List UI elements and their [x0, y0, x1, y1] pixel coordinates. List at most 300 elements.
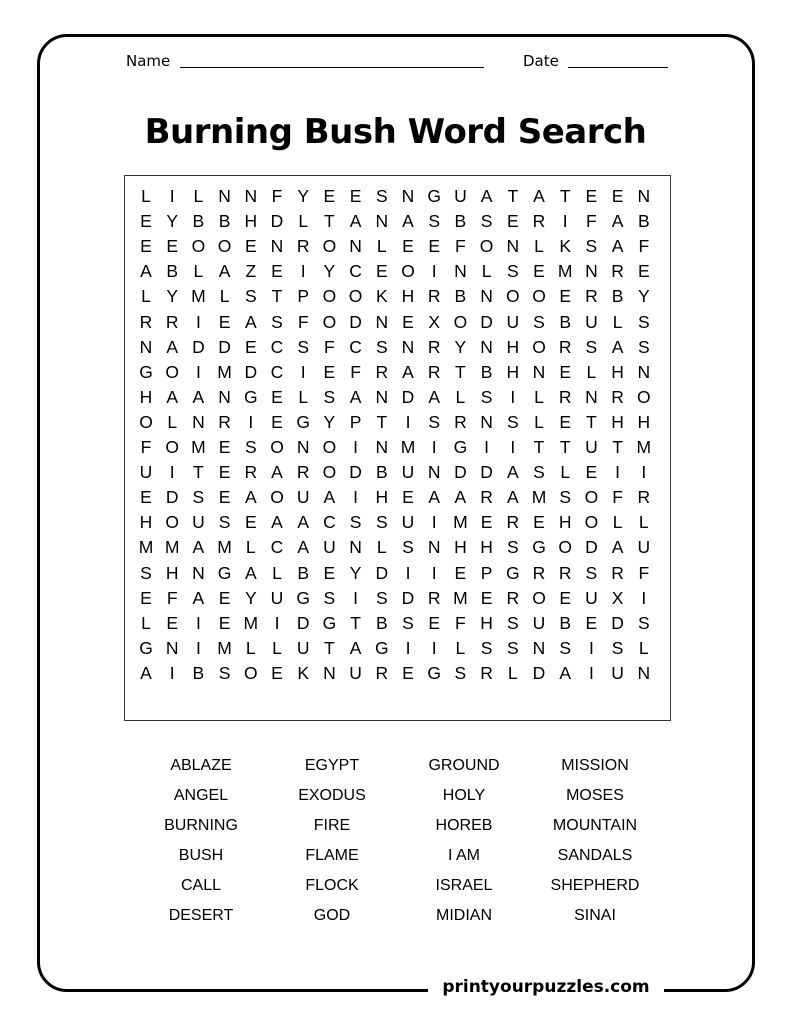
- grid-cell: I: [431, 437, 437, 457]
- grid-cell: E: [402, 662, 414, 683]
- grid-cell: G: [217, 562, 232, 583]
- grid-cell: T: [533, 437, 545, 457]
- grid-cell: N: [323, 662, 336, 683]
- grid-cell: R: [558, 386, 572, 407]
- grid-cell: I: [248, 411, 254, 432]
- word-item: SHEPHERD: [550, 877, 640, 894]
- grid-cell: R: [585, 286, 598, 307]
- grid-cell: H: [401, 286, 415, 307]
- grid-cell: I: [431, 562, 437, 583]
- grid-cell: T: [324, 637, 335, 658]
- grid-cell: E: [375, 261, 388, 282]
- grid-cell: N: [401, 186, 415, 206]
- grid-cell: A: [349, 637, 362, 658]
- word-item: I AM: [447, 847, 480, 864]
- grid-cell: S: [506, 411, 519, 432]
- grid-cell: R: [611, 261, 624, 282]
- grid-cell: U: [270, 587, 284, 608]
- grid-cell: N: [218, 386, 231, 407]
- grid-cell: P: [349, 411, 362, 432]
- grid-cell: H: [480, 612, 493, 633]
- grid-cell: D: [296, 612, 310, 633]
- grid-cell: O: [322, 311, 337, 332]
- name-line: [180, 67, 484, 68]
- grid-cell: N: [480, 411, 493, 432]
- grid-cell: B: [611, 286, 624, 307]
- grid-cell: H: [611, 361, 624, 382]
- grid-cell: S: [506, 261, 519, 282]
- grid-cell: L: [141, 286, 151, 307]
- grid-cell: O: [558, 537, 572, 558]
- word-item: MOSES: [566, 787, 624, 804]
- grid-cell: D: [349, 462, 362, 483]
- grid-cell: I: [588, 637, 594, 658]
- word-column: [525, 756, 665, 936]
- grid-cell: S: [375, 512, 388, 533]
- grid-cell: R: [427, 587, 441, 608]
- grid-cell: F: [350, 361, 361, 382]
- grid-cell: L: [376, 236, 387, 257]
- grid-cell: E: [323, 361, 336, 382]
- grid-cell: E: [218, 462, 231, 483]
- grid-cell: S: [402, 537, 414, 558]
- grid-cell: R: [480, 487, 493, 508]
- grid-cell: N: [349, 236, 362, 257]
- grid-cell: E: [140, 487, 152, 508]
- grid-cell: I: [353, 487, 359, 508]
- grid-cell: E: [271, 386, 283, 407]
- grid-cell: N: [270, 236, 284, 257]
- word-item: FLAME: [305, 847, 359, 864]
- grid-cell: F: [140, 437, 152, 457]
- grid-cell: H: [139, 386, 153, 407]
- grid-cell: Y: [454, 336, 467, 357]
- grid-cell: S: [480, 386, 493, 407]
- grid-cell: A: [244, 311, 257, 332]
- grid-cell: O: [322, 236, 337, 257]
- grid-cell: N: [401, 336, 415, 357]
- grid-cell: A: [271, 462, 283, 483]
- grid-cell: N: [375, 437, 389, 457]
- grid-cell: G: [322, 612, 337, 633]
- grid-cell: O: [322, 462, 337, 483]
- grid-cell: L: [272, 637, 282, 658]
- grid-cell: R: [506, 587, 520, 608]
- grid-cell: L: [534, 386, 544, 407]
- grid-cell: O: [217, 236, 232, 257]
- grid-cell: N: [375, 311, 389, 332]
- word-item: ABLAZE: [170, 757, 232, 774]
- grid-cell: E: [140, 236, 152, 257]
- grid-cell: H: [506, 361, 520, 382]
- grid-cell: R: [165, 311, 179, 332]
- grid-cell: G: [453, 437, 468, 457]
- grid-cell: D: [165, 487, 179, 508]
- grid-cell: A: [349, 386, 362, 407]
- grid-cell: G: [427, 186, 441, 206]
- grid-cell: L: [638, 512, 649, 533]
- word-item: EGYPT: [304, 757, 360, 774]
- grid-cell: U: [139, 462, 153, 483]
- grid-cell: S: [375, 336, 388, 357]
- grid-cell: D: [585, 537, 598, 558]
- grid-cell: G: [296, 587, 310, 608]
- grid-cell: M: [191, 286, 206, 307]
- grid-cell: M: [217, 361, 232, 382]
- grid-cell: M: [557, 261, 573, 282]
- grid-cell: L: [245, 637, 256, 658]
- grid-cell: S: [375, 186, 388, 206]
- grid-cell: U: [323, 537, 336, 558]
- grid-cell: X: [428, 311, 441, 332]
- grid-cell: L: [534, 236, 544, 257]
- grid-cell: I: [405, 411, 411, 432]
- grid-cell: R: [454, 411, 467, 432]
- grid-cell: I: [195, 612, 201, 633]
- grid-cell: H: [480, 537, 493, 558]
- grid-cell: C: [349, 261, 362, 282]
- grid-cell: E: [402, 487, 414, 508]
- grid-cell: O: [270, 487, 284, 508]
- word-column: [131, 756, 271, 936]
- grid-cell: C: [349, 336, 362, 357]
- grid-cell: R: [532, 211, 546, 232]
- grid-cell: A: [533, 186, 545, 206]
- grid-cell: U: [532, 612, 546, 633]
- grid-cell: A: [244, 487, 257, 508]
- grid-cell: O: [532, 336, 546, 357]
- grid-cell: N: [427, 462, 441, 483]
- grid-cell: E: [559, 411, 572, 432]
- grid-cell: A: [140, 662, 152, 683]
- grid-cell: S: [323, 587, 336, 608]
- footer-site: printyourpuzzles.com: [428, 976, 664, 998]
- grid-cell: T: [612, 437, 623, 457]
- grid-cell: E: [323, 186, 336, 206]
- word-item: EXODUS: [298, 787, 366, 804]
- grid-cell: R: [611, 386, 624, 407]
- grid-cell: N: [296, 437, 310, 457]
- grid-cell: I: [195, 361, 201, 382]
- grid-cell: N: [375, 386, 389, 407]
- grid-cell: O: [191, 236, 206, 257]
- grid-cell: K: [559, 236, 572, 257]
- grid-cell: L: [272, 562, 282, 583]
- grid-cell: E: [244, 236, 257, 257]
- grid-cell: I: [274, 612, 280, 633]
- grid-cell: S: [192, 487, 205, 508]
- grid-cell: G: [139, 637, 153, 658]
- grid-cell: E: [349, 186, 362, 206]
- grid-cell: N: [349, 537, 362, 558]
- grid-cell: O: [479, 236, 494, 257]
- grid-cell: D: [401, 386, 415, 407]
- grid-cell: D: [611, 612, 624, 633]
- grid-cell: I: [405, 637, 411, 658]
- grid-cell: U: [585, 587, 598, 608]
- grid-cell: E: [611, 186, 624, 206]
- grid-cell: S: [637, 311, 650, 332]
- date-line: [568, 67, 668, 68]
- grid-cell: S: [140, 562, 152, 583]
- grid-cell: A: [297, 512, 310, 533]
- grid-cell: S: [506, 537, 519, 558]
- grid-cell: S: [244, 437, 257, 457]
- grid-cell: T: [271, 286, 283, 307]
- grid-cell: L: [141, 612, 151, 633]
- grid-cell: D: [375, 562, 389, 583]
- word-item: MIDIAN: [436, 907, 492, 924]
- grid-cell: I: [353, 437, 359, 457]
- grid-cell: P: [297, 286, 310, 307]
- grid-cell: A: [349, 211, 362, 232]
- grid-cell: K: [375, 286, 388, 307]
- word-item: MISSION: [561, 757, 629, 774]
- grid-cell: I: [353, 587, 359, 608]
- grid-cell: E: [533, 261, 545, 282]
- grid-cell: R: [427, 336, 441, 357]
- grid-cell: L: [638, 637, 649, 658]
- grid-cell: H: [375, 487, 389, 508]
- grid-cell: A: [611, 336, 624, 357]
- grid-cell: A: [297, 537, 310, 558]
- grid-cell: E: [585, 186, 598, 206]
- grid-cell: S: [506, 612, 519, 633]
- grid-cell: I: [431, 637, 437, 658]
- grid-cell: B: [297, 562, 310, 583]
- page-title: Burning Bush Word Search: [144, 112, 647, 152]
- grid-cell: C: [270, 537, 284, 558]
- grid-cell: L: [298, 386, 309, 407]
- grid-cell: R: [296, 462, 310, 483]
- grid-cell: O: [584, 512, 599, 533]
- grid-cell: D: [480, 311, 493, 332]
- grid-cell: G: [505, 562, 520, 583]
- grid-cell: L: [560, 462, 571, 483]
- grid-cell: I: [169, 186, 175, 206]
- grid-cell: A: [428, 386, 441, 407]
- grid-cell: N: [375, 211, 389, 232]
- grid-cell: M: [400, 437, 416, 457]
- grid-cell: M: [453, 587, 468, 608]
- grid-cell: B: [166, 261, 179, 282]
- grid-cell: N: [637, 662, 651, 683]
- grid-cell: L: [219, 286, 230, 307]
- grid-cell: Z: [245, 261, 257, 282]
- grid-cell: D: [218, 336, 231, 357]
- grid-cell: S: [611, 637, 624, 658]
- grid-cell: U: [349, 662, 362, 683]
- grid-cell: T: [350, 612, 361, 633]
- grid-cell: R: [637, 487, 651, 508]
- grid-cell: S: [559, 637, 572, 658]
- grid-cell: R: [532, 562, 546, 583]
- grid-cell: F: [638, 562, 650, 583]
- grid-cell: B: [375, 612, 388, 633]
- grid-cell: B: [637, 211, 650, 232]
- grid-cell: B: [454, 211, 467, 232]
- grid-cell: E: [402, 311, 414, 332]
- grid-cell: Y: [166, 286, 179, 307]
- grid-cell: I: [641, 587, 647, 608]
- grid-cell: D: [532, 662, 546, 683]
- grid-cell: N: [532, 637, 546, 658]
- grid-cell: S: [506, 637, 519, 658]
- grid-cell: A: [611, 236, 624, 257]
- grid-cell: I: [641, 462, 647, 483]
- grid-cell: I: [588, 662, 594, 683]
- grid-cell: E: [323, 562, 336, 583]
- grid-cell: L: [193, 186, 204, 206]
- grid-cell: G: [532, 537, 546, 558]
- grid-cell: A: [323, 487, 336, 508]
- grid-cell: E: [218, 311, 231, 332]
- grid-cell: L: [586, 361, 597, 382]
- grid-cell: S: [637, 612, 650, 633]
- grid-cell: S: [244, 286, 257, 307]
- grid-cell: E: [480, 587, 493, 608]
- grid-cell: U: [401, 512, 415, 533]
- grid-cell: H: [244, 211, 258, 232]
- grid-cell: B: [559, 311, 572, 332]
- grid-cell: A: [611, 537, 624, 558]
- grid-cell: U: [454, 186, 467, 206]
- grid-cell: N: [165, 637, 179, 658]
- grid-cell: G: [243, 386, 258, 407]
- grid-cell: I: [300, 361, 306, 382]
- grid-cell: A: [218, 261, 231, 282]
- grid-cell: R: [244, 462, 258, 483]
- grid-cell: O: [270, 437, 284, 457]
- grid-cell: D: [401, 587, 415, 608]
- grid-cell: E: [637, 261, 650, 282]
- grid-cell: T: [376, 411, 388, 432]
- grid-cell: O: [322, 286, 337, 307]
- grid-cell: S: [585, 336, 598, 357]
- grid-cell: N: [637, 361, 651, 382]
- grid-cell: O: [165, 361, 179, 382]
- grid-cell: S: [480, 637, 493, 658]
- grid-cell: B: [375, 462, 388, 483]
- grid-cell: D: [244, 361, 258, 382]
- grid-cell: L: [481, 261, 492, 282]
- grid-cell: E: [166, 236, 179, 257]
- grid-cell: G: [296, 411, 310, 432]
- grid-cell: S: [533, 462, 545, 483]
- grid-cell: E: [559, 587, 572, 608]
- grid-cell: T: [559, 437, 571, 457]
- grid-cell: N: [480, 336, 493, 357]
- grid-cell: A: [192, 537, 205, 558]
- word-item: CALL: [180, 877, 222, 894]
- grid-cell: C: [270, 361, 284, 382]
- grid-cell: B: [559, 612, 572, 633]
- grid-cell: S: [402, 612, 414, 633]
- grid-cell: I: [431, 261, 437, 282]
- grid-cell: T: [193, 462, 204, 483]
- letter-grid: [124, 175, 671, 721]
- grid-cell: U: [611, 662, 624, 683]
- grid-cell: M: [164, 537, 180, 558]
- grid-cell: E: [218, 487, 231, 508]
- grid-cell: L: [612, 512, 623, 533]
- grid-cell: N: [139, 336, 153, 357]
- word-item: BUSH: [178, 847, 224, 864]
- grid-cell: O: [532, 587, 546, 608]
- grid-cell: S: [533, 311, 545, 332]
- grid-cell: O: [348, 286, 363, 307]
- grid-cell: U: [637, 537, 651, 558]
- grid-cell: Y: [297, 186, 310, 206]
- grid-cell: M: [217, 637, 232, 658]
- grid-cell: R: [427, 361, 441, 382]
- grid-cell: E: [454, 562, 467, 583]
- grid-cell: E: [218, 612, 231, 633]
- word-item: GROUND: [428, 757, 500, 774]
- grid-cell: S: [218, 512, 231, 533]
- grid-cell: H: [165, 562, 179, 583]
- grid-cell: E: [428, 612, 441, 633]
- grid-cell: E: [271, 662, 283, 683]
- grid-cell: O: [584, 487, 599, 508]
- word-item: FIRE: [313, 817, 351, 834]
- word-item: BURNING: [164, 817, 238, 834]
- grid-cell: L: [298, 211, 309, 232]
- grid-cell: S: [454, 662, 467, 683]
- grid-cell: I: [195, 311, 201, 332]
- grid-cell: U: [192, 512, 205, 533]
- grid-cell: S: [428, 211, 441, 232]
- grid-cell: Y: [323, 411, 336, 432]
- grid-cell: G: [427, 662, 441, 683]
- grid-cell: F: [638, 236, 650, 257]
- grid-cell: G: [139, 361, 153, 382]
- grid-cell: B: [192, 662, 205, 683]
- grid-cell: O: [165, 437, 179, 457]
- grid-cell: C: [323, 512, 336, 533]
- grid-cell: S: [585, 236, 598, 257]
- grid-cell: M: [217, 537, 232, 558]
- grid-cell: L: [193, 261, 204, 282]
- grid-cell: I: [431, 512, 437, 533]
- grid-cell: P: [480, 562, 493, 583]
- grid-cell: O: [505, 286, 520, 307]
- grid-cell: T: [507, 186, 519, 206]
- grid-cell: A: [480, 186, 493, 206]
- grid-cell: H: [611, 411, 624, 432]
- grid-cell: F: [612, 487, 623, 508]
- grid-cell: E: [585, 462, 598, 483]
- grid-cell: A: [192, 587, 205, 608]
- grid-cell: M: [138, 537, 154, 558]
- grid-cell: E: [218, 587, 231, 608]
- grid-cell: S: [375, 587, 388, 608]
- grid-cell: F: [166, 587, 178, 608]
- grid-cell: R: [375, 361, 389, 382]
- grid-cell: H: [558, 512, 572, 533]
- grid-cell: A: [402, 361, 414, 382]
- grid-cell: L: [376, 537, 387, 558]
- grid-cell: F: [271, 186, 283, 206]
- grid-cell: I: [195, 637, 201, 658]
- grid-cell: I: [169, 662, 175, 683]
- grid-cell: U: [506, 311, 520, 332]
- grid-cell: R: [480, 662, 493, 683]
- grid-cell: R: [218, 411, 231, 432]
- grid-cell: A: [454, 487, 467, 508]
- grid-cell: R: [558, 562, 572, 583]
- word-column: [394, 756, 534, 936]
